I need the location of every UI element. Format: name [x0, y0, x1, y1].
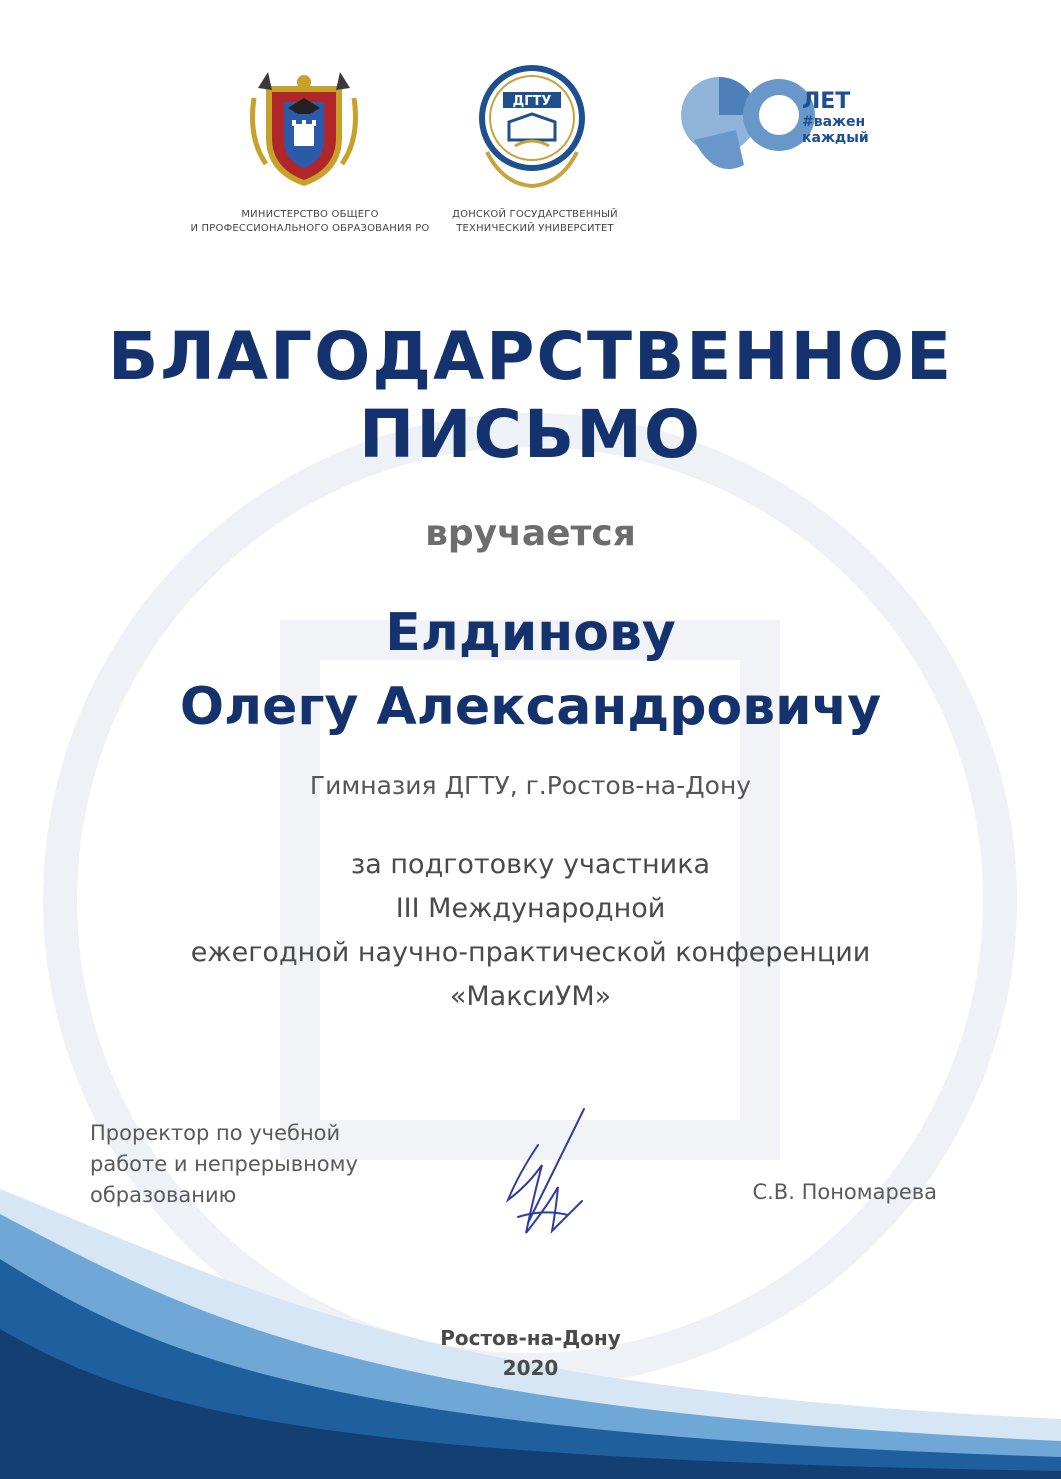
anniversary-line2: #важен: [802, 114, 866, 130]
reason-line: «МаксиУМ»: [449, 981, 612, 1012]
footer: [0, 1323, 1061, 1383]
ministry-caption: [180, 208, 440, 236]
ministry-caption-line: МИНИСТЕРСТВО ОБЩЕГО: [241, 209, 379, 220]
ministry-caption-line: И ПРОФЕССИОНАЛЬНОГО ОБРАЗОВАНИЯ РО: [190, 223, 430, 234]
title-line: БЛАГОДАРСТВЕННОЕ: [107, 318, 954, 395]
signer-name: С.В. Пономарева: [752, 1180, 937, 1204]
signer-position: [90, 1118, 410, 1211]
anniversary-line1: ЛЕТ: [802, 89, 851, 114]
signer-position-line: работе и непрерывному: [90, 1152, 358, 1176]
award-reason: [0, 843, 1061, 1019]
footer-city: Ростов-на-Дону: [440, 1326, 621, 1350]
signer-position-line: образованию: [90, 1183, 237, 1207]
rostov-oblast-coat-of-arms-icon: [248, 68, 360, 190]
certificate-title: [0, 318, 1061, 474]
recipient-given-names: Олегу Александровичу: [179, 677, 882, 737]
dgtu-logo-icon: [473, 62, 591, 190]
title-line: ПИСЬМО: [359, 396, 702, 473]
recipient-surname: Елдинову: [385, 603, 676, 663]
anniversary-line3: каждый: [802, 130, 869, 146]
dgtu-logo-text: ДГТУ: [512, 94, 552, 109]
ninety-years-logo-icon: [674, 70, 869, 180]
presented-label: вручается: [425, 513, 636, 554]
organization: Гимназия ДГТУ, г.Ростов-на-Дону: [309, 771, 752, 800]
recipient-name: [0, 596, 1061, 744]
logos-row: [0, 60, 1061, 200]
handwritten-signature: [498, 1105, 598, 1245]
signer-position-line: Проректор по учебной: [90, 1121, 341, 1145]
university-caption-line: ТЕХНИЧЕСКИЙ УНИВЕРСИТЕТ: [456, 223, 614, 234]
university-caption-line: ДОНСКОЙ ГОСУДАРСТВЕННЫЙ: [452, 209, 618, 220]
reason-line: за подготовку участника: [350, 849, 711, 880]
footer-year: 2020: [502, 1356, 559, 1380]
reason-line: III Международной: [395, 893, 666, 924]
reason-line: ежегодной научно-практической конференции: [190, 937, 871, 968]
university-caption: [440, 208, 630, 236]
